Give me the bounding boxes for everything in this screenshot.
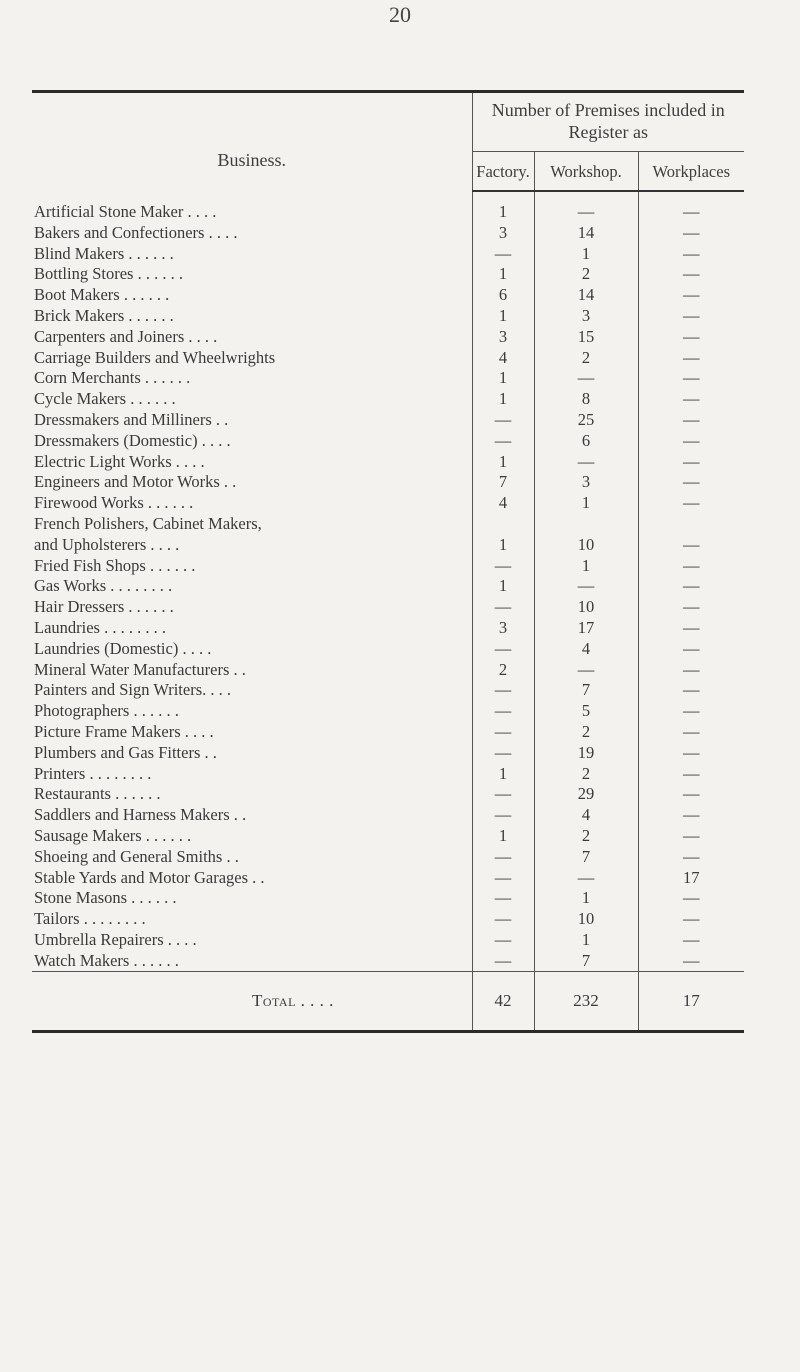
factory-cell: — xyxy=(472,784,534,805)
workshop-cell: 2 xyxy=(534,348,638,369)
workplaces-cell: — xyxy=(638,805,744,826)
business-cell: Engineers and Motor Works . . xyxy=(34,472,237,492)
factory-cell: 1 xyxy=(472,368,534,389)
workshop-cell: 14 xyxy=(534,223,638,244)
business-cell: Blind Makers . . . . . . xyxy=(34,243,174,263)
workshop-cell: 1 xyxy=(534,244,638,265)
factory-cell: 3 xyxy=(472,327,534,348)
workshop-cell: — xyxy=(534,868,638,889)
table-row xyxy=(32,493,744,514)
table-row xyxy=(32,223,744,244)
business-cell: Carpenters and Joiners . . . . xyxy=(34,326,218,346)
table-row xyxy=(32,306,744,327)
business-cell: Stable Yards and Motor Garages . . xyxy=(34,867,265,887)
factory-cell: 1 xyxy=(472,389,534,410)
table-row xyxy=(32,244,744,265)
factory-cell: 1 xyxy=(472,764,534,785)
page-number: 20 xyxy=(389,2,411,27)
factory-cell: — xyxy=(472,722,534,743)
table-row xyxy=(32,847,744,868)
factory-cell: 1 xyxy=(472,576,534,597)
workplaces-cell: — xyxy=(638,722,744,743)
workplaces-cell: — xyxy=(638,639,744,660)
table-row xyxy=(32,784,744,805)
workplaces-cell: — xyxy=(638,618,744,639)
business-cell: Umbrella Repairers . . . . xyxy=(34,929,197,949)
business-cell: French Polishers, Cabinet Makers, xyxy=(34,513,262,533)
business-cell: Picture Frame Makers . . . . xyxy=(34,721,214,741)
table-row xyxy=(32,680,744,701)
table-row xyxy=(32,556,744,577)
workshop-cell: — xyxy=(534,191,638,223)
factory-cell: — xyxy=(472,556,534,577)
workshop-cell: 2 xyxy=(534,764,638,785)
workplaces-cell: — xyxy=(638,327,744,348)
factory-cell: — xyxy=(472,930,534,951)
business-cell: Firewood Works . . . . . . xyxy=(34,493,194,513)
workshop-cell: — xyxy=(534,576,638,597)
header-factory: Factory. xyxy=(472,152,534,192)
premises-register-table xyxy=(32,90,744,1033)
workshop-cell: 2 xyxy=(534,722,638,743)
total-row xyxy=(32,972,744,1031)
total-workplaces: 17 xyxy=(638,972,744,1031)
workplaces-cell: — xyxy=(638,493,744,514)
table-row xyxy=(32,576,744,597)
workplaces-cell: — xyxy=(638,285,744,306)
business-cell: Mineral Water Manufacturers . . xyxy=(34,659,246,679)
workshop-cell: 10 xyxy=(534,535,638,556)
total-factory: 42 xyxy=(472,972,534,1031)
table-row xyxy=(32,264,744,285)
workshop-cell: 4 xyxy=(534,805,638,826)
workplaces-cell: — xyxy=(638,930,744,951)
business-cell: and Upholsterers . . . . xyxy=(34,534,180,554)
header-group-title: Number of Premises included in Register as xyxy=(472,93,744,152)
table-row xyxy=(32,191,744,223)
workshop-cell: 1 xyxy=(534,930,638,951)
workshop-cell: 10 xyxy=(534,597,638,618)
workplaces-cell: — xyxy=(638,452,744,473)
table-row xyxy=(32,348,744,369)
table-row xyxy=(32,888,744,909)
workplaces-cell: — xyxy=(638,597,744,618)
workplaces-cell: — xyxy=(638,909,744,930)
workshop-cell: 2 xyxy=(534,826,638,847)
header-business: Business. xyxy=(217,150,286,170)
workplaces-cell: — xyxy=(638,431,744,452)
business-cell: Hair Dressers . . . . . . xyxy=(34,597,174,617)
workshop-cell: 3 xyxy=(534,306,638,327)
factory-cell: — xyxy=(472,805,534,826)
workplaces-cell: — xyxy=(638,764,744,785)
factory-cell: 7 xyxy=(472,472,534,493)
workplaces-cell: — xyxy=(638,951,744,972)
table-body xyxy=(32,191,744,972)
table-row xyxy=(32,597,744,618)
business-cell: Tailors . . . . . . . . xyxy=(34,909,146,929)
workshop-cell: 8 xyxy=(534,389,638,410)
workshop-cell: — xyxy=(534,368,638,389)
table-row xyxy=(32,285,744,306)
table-row xyxy=(32,701,744,722)
table-row xyxy=(32,639,744,660)
business-cell: Laundries . . . . . . . . xyxy=(34,617,166,637)
header-workplaces: Workplaces xyxy=(638,152,744,192)
factory-cell: 1 xyxy=(472,191,534,223)
workshop-cell: 1 xyxy=(534,493,638,514)
factory-cell: — xyxy=(472,888,534,909)
workplaces-cell: — xyxy=(638,306,744,327)
workplaces-cell: — xyxy=(638,191,744,223)
business-cell: Painters and Sign Writers. . . . xyxy=(34,680,232,700)
factory-cell: 1 xyxy=(472,264,534,285)
factory-cell: — xyxy=(472,868,534,889)
business-cell: Photographers . . . . . . xyxy=(34,701,179,721)
workshop-cell: 6 xyxy=(534,431,638,452)
workplaces-cell: — xyxy=(638,556,744,577)
factory-cell: 6 xyxy=(472,285,534,306)
workshop-cell: 14 xyxy=(534,285,638,306)
factory-cell: 2 xyxy=(472,660,534,681)
table-row xyxy=(32,805,744,826)
workplaces-cell: — xyxy=(638,348,744,369)
factory-cell: — xyxy=(472,909,534,930)
workplaces-cell: — xyxy=(638,784,744,805)
factory-cell: — xyxy=(472,244,534,265)
business-cell: Brick Makers . . . . . . xyxy=(34,305,174,325)
workplaces-cell: — xyxy=(638,576,744,597)
table-row xyxy=(32,868,744,889)
business-cell: Sausage Makers . . . . . . xyxy=(34,825,192,845)
workshop-cell: 5 xyxy=(534,701,638,722)
workshop-cell: 15 xyxy=(534,327,638,348)
business-cell: Electric Light Works . . . . xyxy=(34,451,205,471)
workplaces-cell: — xyxy=(638,223,744,244)
factory-cell: — xyxy=(472,597,534,618)
workshop-cell: 19 xyxy=(534,743,638,764)
business-cell: Plumbers and Gas Fitters . . xyxy=(34,742,217,762)
workplaces-cell: — xyxy=(638,660,744,681)
workplaces-cell: — xyxy=(638,368,744,389)
business-cell: Saddlers and Harness Makers . . xyxy=(34,805,247,825)
table-row xyxy=(32,722,744,743)
table-row xyxy=(32,514,744,535)
workshop-cell: 1 xyxy=(534,888,638,909)
business-cell: Fried Fish Shops . . . . . . xyxy=(34,555,196,575)
workplaces-cell: 17 xyxy=(638,868,744,889)
workshop-cell: — xyxy=(534,660,638,681)
workplaces-cell: — xyxy=(638,244,744,265)
workshop-cell: — xyxy=(534,452,638,473)
header-workshop: Workshop. xyxy=(534,152,638,192)
factory-cell: 1 xyxy=(472,826,534,847)
business-cell: Artificial Stone Maker . . . . xyxy=(34,201,217,221)
table-row xyxy=(32,389,744,410)
workplaces-cell: — xyxy=(638,410,744,431)
table-row xyxy=(32,535,744,556)
factory-cell: — xyxy=(472,680,534,701)
factory-cell: 4 xyxy=(472,348,534,369)
factory-cell: — xyxy=(472,410,534,431)
factory-cell: — xyxy=(472,951,534,972)
workshop-cell xyxy=(534,514,638,535)
table-row xyxy=(32,764,744,785)
workshop-cell: 7 xyxy=(534,847,638,868)
factory-cell: — xyxy=(472,639,534,660)
business-cell: Carriage Builders and Wheelwrights xyxy=(34,347,276,367)
business-cell: Cycle Makers . . . . . . xyxy=(34,389,176,409)
workplaces-cell xyxy=(638,514,744,535)
workshop-cell: 25 xyxy=(534,410,638,431)
workplaces-cell: — xyxy=(638,826,744,847)
workshop-cell: 2 xyxy=(534,264,638,285)
factory-cell: 1 xyxy=(472,306,534,327)
table-bottom-rule xyxy=(32,1030,744,1033)
workplaces-cell: — xyxy=(638,847,744,868)
workshop-cell: 3 xyxy=(534,472,638,493)
table-row xyxy=(32,368,744,389)
table-row xyxy=(32,452,744,473)
table-row xyxy=(32,327,744,348)
business-cell: Shoeing and General Smiths . . xyxy=(34,846,239,866)
factory-cell: 1 xyxy=(472,535,534,556)
workshop-cell: 7 xyxy=(534,951,638,972)
business-cell: Watch Makers . . . . . . xyxy=(34,950,179,970)
table-row xyxy=(32,951,744,972)
workshop-cell: 1 xyxy=(534,556,638,577)
factory-cell: — xyxy=(472,743,534,764)
table-row xyxy=(32,909,744,930)
business-cell: Gas Works . . . . . . . . xyxy=(34,576,173,596)
business-cell: Printers . . . . . . . . xyxy=(34,763,152,783)
factory-cell: 3 xyxy=(472,223,534,244)
workplaces-cell: — xyxy=(638,264,744,285)
table-row xyxy=(32,431,744,452)
table-row xyxy=(32,410,744,431)
table-row xyxy=(32,743,744,764)
table-row xyxy=(32,618,744,639)
business-cell: Bakers and Confectioners . . . . xyxy=(34,222,238,242)
workshop-cell: 7 xyxy=(534,680,638,701)
table-row xyxy=(32,472,744,493)
table-row xyxy=(32,930,744,951)
business-cell: Dressmakers (Domestic) . . . . xyxy=(34,430,231,450)
factory-cell: — xyxy=(472,701,534,722)
factory-cell: 3 xyxy=(472,618,534,639)
factory-cell: — xyxy=(472,431,534,452)
workplaces-cell: — xyxy=(638,472,744,493)
workplaces-cell: — xyxy=(638,680,744,701)
total-workshop: 232 xyxy=(534,972,638,1031)
factory-cell: 4 xyxy=(472,493,534,514)
workplaces-cell: — xyxy=(638,888,744,909)
business-cell: Dressmakers and Milliners . . xyxy=(34,409,229,429)
workplaces-cell: — xyxy=(638,535,744,556)
business-cell: Boot Makers . . . . . . xyxy=(34,285,170,305)
table-row xyxy=(32,660,744,681)
total-label: Total . . . . xyxy=(32,972,472,1031)
business-cell: Restaurants . . . . . . xyxy=(34,784,161,804)
factory-cell: 1 xyxy=(472,452,534,473)
business-cell: Laundries (Domestic) . . . . xyxy=(34,638,212,658)
business-cell: Corn Merchants . . . . . . xyxy=(34,368,191,388)
workplaces-cell: — xyxy=(638,389,744,410)
business-cell: Bottling Stores . . . . . . xyxy=(34,264,183,284)
workplaces-cell: — xyxy=(638,701,744,722)
workshop-cell: 17 xyxy=(534,618,638,639)
factory-cell xyxy=(472,514,534,535)
table-row xyxy=(32,826,744,847)
workshop-cell: 29 xyxy=(534,784,638,805)
workshop-cell: 10 xyxy=(534,909,638,930)
register-table xyxy=(32,93,744,1030)
workplaces-cell: — xyxy=(638,743,744,764)
business-cell: Stone Masons . . . . . . xyxy=(34,888,177,908)
workshop-cell: 4 xyxy=(534,639,638,660)
factory-cell: — xyxy=(472,847,534,868)
